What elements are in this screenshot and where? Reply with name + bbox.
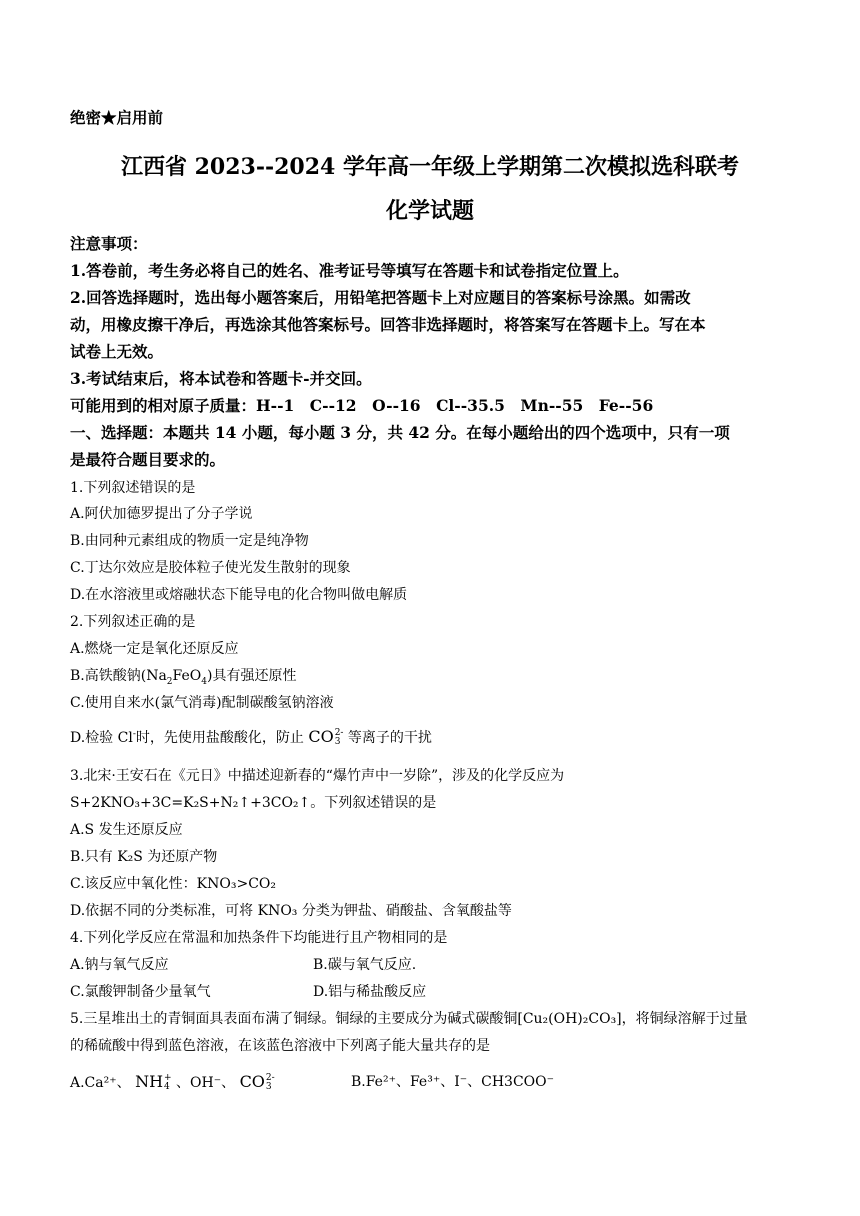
q4-option-b: B.碳与氧气反应. [313,957,417,973]
q3-option-d: D.依据不同的分类标准，可将 KNO₃ 分类为钾盐、硝酸盐、含氧酸盐等 [70,903,512,919]
q5-a-text-2: 、OH⁻、 [176,1075,236,1091]
q3-option-c: C.该反应中氧化性：KNO₃>CO₂ [70,876,276,892]
carbonate-ion-formula: CO [308,727,334,746]
note-3: 3.考试结束后，将本试卷和答题卡-并交回。 [70,369,372,388]
q2-d-text-1: D.检验 Cl [70,730,133,746]
q2-d-text-2: 时，先使用盐酸酸化，防止 [135,730,304,746]
q3-option-a: A.S 发生还原反应 [70,822,183,838]
q5-option-a [70,1072,275,1093]
q2-b-sub-2: 4 [201,676,207,687]
note-2-line-1: 2.回答选择题时，选出每小题答案后，用铅笔把答题卡上对应题目的答案标号涂黑。如需改 [70,288,691,307]
q2-option-d [70,727,432,748]
q5-option-b: B.Fe²⁺、Fe³⁺、I⁻、CH3COO⁻ [351,1074,555,1090]
confidential-label: 绝密★启用前 [70,108,164,127]
note-1: 1.答卷前，考生务必将自己的姓名、准考证号等填写在答题卡和试卷指定位置上。 [70,261,629,280]
ammonium-ion-charge [164,1074,172,1092]
q2-option-b [70,666,296,686]
q5-carbonate-ion-sup: 2- [265,1073,275,1083]
carbonate-ion-charge [335,729,344,747]
carbonate-ion-sub: 3 [334,737,341,747]
q1-stem: 1.下列叙述错误的是 [70,480,196,496]
q2-b-text-2: FeO [172,668,202,684]
notes-heading: 注意事项： [70,234,148,253]
atomic-masses: 可能用到的相对原子质量：H--1 C--12 O--16 Cl--35.5 Mn--55 Fe--56 [70,396,654,415]
q4-option-c: C.氯酸钾制备少量氧气 [70,984,211,1000]
q1-option-b: B.由同种元素组成的物质一定是纯净物 [70,533,309,549]
q2-b-text-3: )具有强还原性 [206,668,297,684]
ammonium-ion-sub: 4 [164,1082,170,1092]
q3-option-b: B.只有 K₂S 为还原产物 [70,849,218,865]
note-2-line-3: 试卷上无效。 [70,342,164,361]
ammonium-ion-formula: NH [135,1072,164,1091]
exam-title: 江西省 2023--2024 学年高一年级上学期第二次模拟选科联考 [120,154,740,180]
q2-b-sub-1: 2 [166,676,173,687]
q2-stem: 2.下列叙述正确的是 [70,614,196,630]
q2-option-a: A.燃烧一定是氧化还原反应 [70,641,239,657]
q5-stem-line-2: 的稀硫酸中得到蓝色溶液，在该蓝色溶液中下列离子能大量共存的是 [70,1038,490,1054]
q1-option-a: A.阿伏加德罗提出了分子学说 [70,506,253,522]
q3-equation: S+2KNO₃+3C=K₂S+N₂↑+3CO₂↑。下列叙述错误的是 [70,795,437,811]
ammonium-ion-sup: + [164,1073,172,1083]
q5-stem-line-1: 5.三星堆出土的青铜面具表面布满了铜绿。铜绿的主要成分为碱式碳酸铜[Cu₂(OH)₂CO₃]，将铜绿溶解于过量 [70,1011,748,1027]
q2-d-sup: - [132,729,136,740]
note-2-line-2: 动，用橡皮擦干净后，再选涂其他答案标号。回答非选择题时，将答案写在答题卡上。写在本 [70,315,706,334]
section-1-line-1: 一、选择题：本题共 14 小题，每小题 3 分，共 42 分。在每小题给出的四个选项中，只有一项 [70,423,730,442]
q1-option-d: D.在水溶液里或熔融状态下能导电的化合物叫做电解质 [70,587,408,603]
q5-carbonate-ion-charge [266,1074,275,1092]
q1-option-c: C.丁达尔效应是胶体粒子使光发生散射的现象 [70,560,351,576]
q4-stem: 4.下列化学反应在常温和加热条件下均能进行且产物相同的是 [70,930,448,946]
q5-carbonate-ion-formula: CO [239,1072,265,1091]
q4-option-d: D.铝与稀盐酸反应 [313,984,427,1000]
carbonate-ion-sup: 2- [334,728,344,738]
q2-option-c: C.使用自来水(氯气消毒)配制碳酸氢钠溶液 [70,695,334,711]
q3-stem: 3.北宋·王安石在《元日》中描述迎新春的“爆竹声中一岁除”，涉及的化学反应为 [70,768,565,784]
q5-carbonate-ion-sub: 3 [265,1082,272,1092]
section-1-line-2: 是最符合题目要求的。 [70,450,226,469]
q2-d-text-3: 等离子的干扰 [347,730,432,746]
q2-b-text-1: B.高铁酸钠(Na [70,668,167,684]
q5-a-text-1: A.Ca²⁺、 [70,1075,131,1091]
subject-title: 化学试题 [385,198,474,224]
q4-option-a: A.钠与氧气反应 [70,957,169,973]
